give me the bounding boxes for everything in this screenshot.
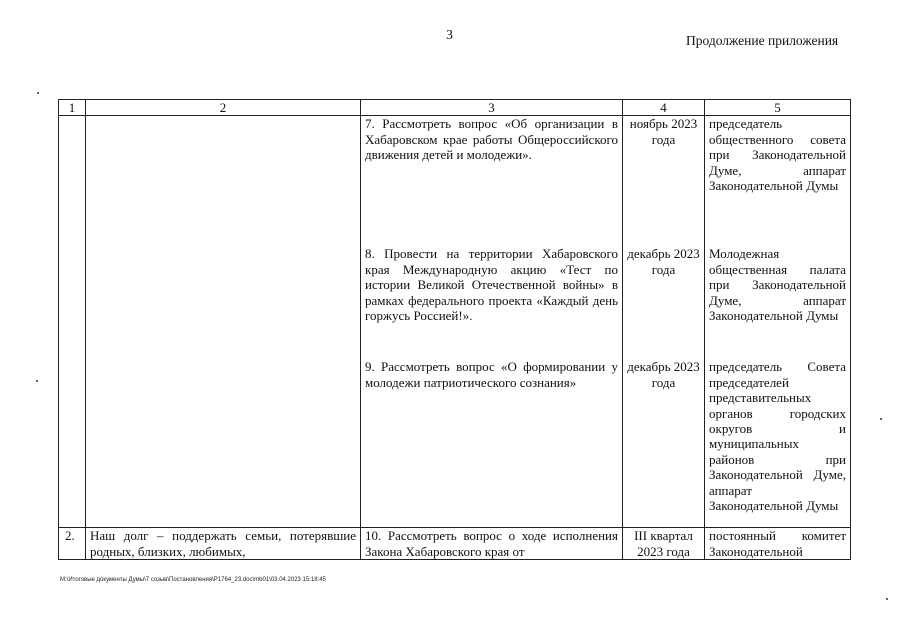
column-header: 1 xyxy=(59,100,86,116)
page-number: 3 xyxy=(446,28,453,43)
column-header: 3 xyxy=(361,100,623,116)
deadline-item-7: ноябрь 2023 года xyxy=(629,116,698,147)
row-number-cell: 2. xyxy=(59,528,86,560)
deadline-cell xyxy=(623,116,705,528)
deadline-cell: III квартал 2023 года xyxy=(623,528,705,560)
responsible-cell: постоянный комитет Законодательной xyxy=(705,528,851,560)
action-item-9: 9. Рассмотреть вопрос «О формировании у молодежи патриотического сознания» xyxy=(365,359,618,390)
table-row xyxy=(59,116,851,528)
responsible-item-8: Молодежная общественная палата при Законодательной Думе, аппарат Законодательной Думы xyxy=(709,246,846,324)
responsible-cell xyxy=(705,116,851,528)
responsible-item-9: председатель Совета председателей представительных органов городских округов и муниципальных районов при Законодательной Думе, аппарат Законодательной Думы xyxy=(709,359,846,514)
plan-table xyxy=(58,99,851,560)
deadline-item-9: декабрь 2023 года xyxy=(627,359,700,390)
column-header: 5 xyxy=(705,100,851,116)
table-row xyxy=(59,528,851,560)
topic-cell xyxy=(86,116,361,528)
deadline-item-8: декабрь 2023 года xyxy=(627,246,700,277)
action-item-7: 7. Рассмотреть вопрос «Об организации в Хабаровском крае работы Общероссийского движения детей и молодежи». xyxy=(365,116,618,163)
table-header-row xyxy=(59,100,851,116)
action-item-8: 8. Провести на территории Хабаровского края Международную акцию «Тест по истории Великой Отечественной войны» в рамках федерального проекта «Каждый день горжусь Россией!». xyxy=(365,246,618,324)
row-number-cell xyxy=(59,116,86,528)
continuation-label: Продолжение приложения xyxy=(686,33,839,48)
column-header: 4 xyxy=(623,100,705,116)
action-cell xyxy=(361,116,623,528)
footer-file-path: М:\Итоговые документы Думы\7 созыв\Постановления\Р1764_23.doc\mb01\03.04.2023 15:18:45 xyxy=(60,577,326,583)
scan-speck xyxy=(886,598,888,600)
topic-cell: Наш долг – поддержать семьи, потерявшие родных, близких, любимых, xyxy=(86,528,361,560)
column-header: 2 xyxy=(86,100,361,116)
scan-speck xyxy=(37,92,39,94)
scan-speck xyxy=(880,418,882,420)
action-cell: 10. Рассмотреть вопрос о ходе исполнения Закона Хабаровского края от xyxy=(361,528,623,560)
scan-speck xyxy=(36,380,38,382)
responsible-item-7: председатель общественного совета при Законодательной Думе, аппарат Законодательной Думы xyxy=(709,116,846,194)
